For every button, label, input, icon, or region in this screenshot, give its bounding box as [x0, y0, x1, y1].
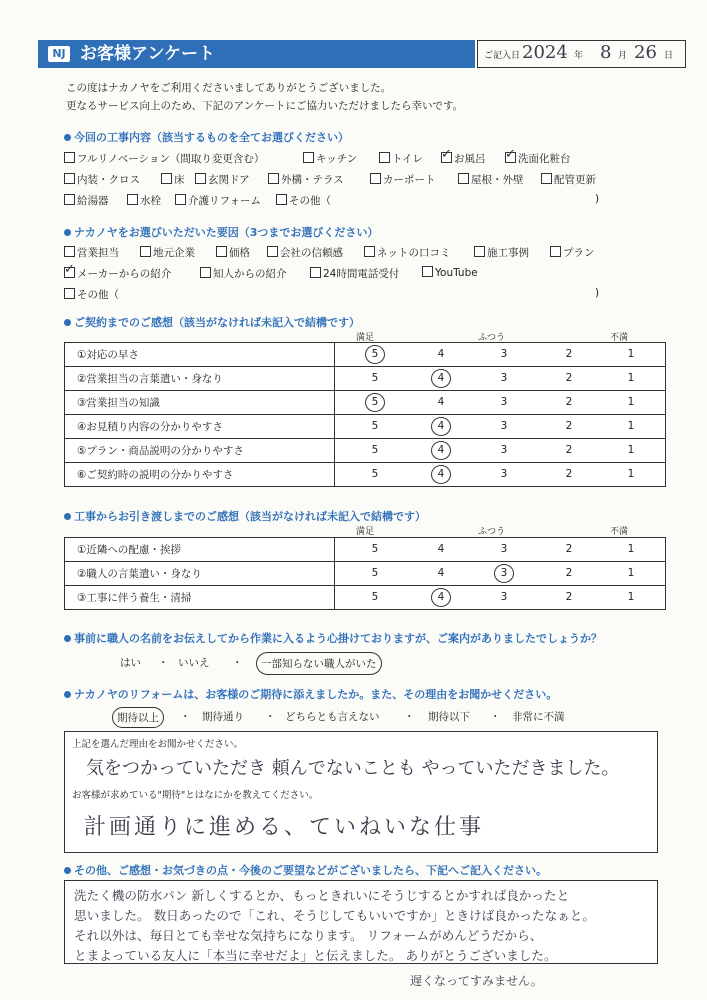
q3-row-values	[335, 343, 666, 367]
q3-row	[65, 391, 666, 415]
q4-rating-option[interactable]: 3	[500, 591, 508, 603]
q3-row	[65, 463, 666, 487]
q4-row	[65, 586, 666, 610]
q3-rating-option[interactable]: 5	[371, 444, 379, 456]
q3-rating-option[interactable]: 5	[371, 468, 379, 480]
q7-note: 遅くなってすみません。	[410, 974, 543, 988]
q6-sep-4: ・	[490, 711, 501, 723]
q3-title: ご契約までのご感想（該当がなければ未記入で結構です）	[64, 314, 360, 330]
q3-row-label: ②営業担当の言葉遣い・身なり	[65, 367, 335, 391]
q4-rating-option[interactable]: 5	[371, 543, 379, 555]
q4-rating-option[interactable]: 5	[371, 591, 379, 603]
q4-row-label: ①近隣への配慮・挨拶	[65, 538, 335, 562]
q1-opt-exterior[interactable]: 外構・テラス	[268, 172, 344, 187]
intro-line-1: この度はナカノヤをご利用くださいましてありがとうございました。	[66, 82, 392, 94]
q1-other-close: )	[595, 193, 600, 205]
q2-opt-cases[interactable]: 施工事例	[474, 245, 529, 260]
q3-scale-dissatisfied: 不満	[610, 333, 629, 343]
q3-row-values	[335, 463, 666, 487]
date-label: ご記入日	[484, 51, 521, 61]
q3-rating-option[interactable]: 1	[627, 444, 635, 456]
date-year: 2024	[522, 42, 568, 63]
q1-title: 今回の工事内容（該当するものを全てお選びください）	[64, 129, 349, 145]
q5-opt-partial[interactable]: 一部知らない職人がいた	[256, 652, 382, 675]
q3-rating-option[interactable]: 3	[500, 372, 508, 384]
q3-row	[65, 415, 666, 439]
q3-scale-neutral: ふつう	[478, 333, 506, 343]
q3-row-values	[335, 439, 666, 463]
q3-rating-option[interactable]: 3	[500, 348, 508, 360]
year-unit: 年	[574, 51, 584, 61]
q5-title: 事前に職人の名前をお伝えしてから作業に入るよう心掛けておりますが、ご案内がありましたでしょうか？	[64, 630, 602, 646]
q4-rating-option[interactable]: 1	[627, 543, 635, 555]
q4-rating-option[interactable]: 1	[627, 591, 635, 603]
q3-rating-option[interactable]: 4	[433, 420, 449, 432]
q2-opt-other[interactable]: その他（	[64, 287, 119, 302]
page-title: お客様アンケート	[80, 44, 215, 64]
q1-opt-toilet[interactable]: トイレ	[379, 151, 423, 166]
q3-rating-option[interactable]: 5	[367, 348, 383, 360]
q3-row	[65, 367, 666, 391]
intro-line-2: 更なるサービス向上のため、下記のアンケートにご協力いただけましたら幸いです。	[66, 100, 464, 112]
q2-opt-local[interactable]: 地元企業	[140, 245, 195, 260]
q6-sep-1: ・	[180, 711, 191, 723]
q6-expect-label: お客様が求めている"期待"とはなにかを教えてください。	[72, 790, 319, 801]
q2-opt-price[interactable]: 価格	[216, 245, 250, 260]
q3-row	[65, 343, 666, 367]
q1-opt-faucet[interactable]: 水栓	[127, 193, 161, 208]
q3-rating-option[interactable]: 1	[627, 420, 635, 432]
q4-row-values	[335, 538, 666, 562]
q3-rating-option[interactable]: 1	[627, 396, 635, 408]
q3-rating-option[interactable]: 4	[437, 348, 445, 360]
q4-scale-neutral: ふつう	[478, 527, 506, 537]
q6-reason-answer[interactable]: 気をつかっていただき 頼んでないことも やっていただきました。	[86, 758, 620, 779]
q4-row-values	[335, 562, 666, 586]
q2-opt-sales[interactable]: 営業担当	[64, 245, 119, 260]
q7-line-1[interactable]: 洗たく機の防水パン 新しくするとか、もっときれいにそうじするとかすれば良かったと	[74, 888, 570, 903]
q3-row-label: ⑤プラン・商品説明の分かりやすさ	[65, 439, 335, 463]
logo-icon: NJ	[48, 46, 70, 62]
date-day: 26	[634, 42, 657, 63]
q2-opt-trust[interactable]: 会社の信頼感	[267, 245, 343, 260]
q1-opt-interior[interactable]: 内装・クロス	[64, 172, 140, 187]
q4-rating-option[interactable]: 4	[433, 591, 449, 603]
q1-opt-piping[interactable]: 配管更新	[541, 172, 596, 187]
q3-row-label: ①対応の早さ	[65, 343, 335, 367]
q6-opt-very-bad[interactable]: 非常に不満	[512, 711, 565, 723]
q3-rating-option[interactable]: 5	[367, 396, 383, 408]
q3-rating-option[interactable]: 2	[565, 444, 573, 456]
q4-row-label: ②職人の言葉遣い・身なり	[65, 562, 335, 586]
q3-row-label: ③営業担当の知識	[65, 391, 335, 415]
q3-rating-option[interactable]: 4	[437, 396, 445, 408]
q3-row-values	[335, 367, 666, 391]
q4-rating-option[interactable]: 1	[627, 567, 635, 579]
q4-rating-option[interactable]: 4	[437, 543, 445, 555]
q4-rating-option[interactable]: 3	[496, 567, 512, 579]
q4-rating-option[interactable]: 2	[565, 567, 573, 579]
q4-title: 工事からお引き渡しまでのご感想（該当がなければ未記入で結構です）	[64, 508, 426, 524]
q3-rating-option[interactable]: 3	[500, 468, 508, 480]
q3-rating-option[interactable]: 5	[371, 420, 379, 432]
q6-expect-answer[interactable]: 計画通りに進める、ていねいな仕事	[84, 815, 485, 840]
q4-row	[65, 562, 666, 586]
q7-title: その他、ご感想・お気づきの点・今後のご要望などがございましたら、下記へご記入ください。	[64, 862, 547, 878]
q4-rating-option[interactable]: 2	[565, 591, 573, 603]
q1-opt-washstand[interactable]: ✓ 洗面化粧台	[505, 151, 571, 166]
q3-rating-option[interactable]: 4	[433, 468, 449, 480]
q4-scale-dissatisfied: 不満	[610, 527, 629, 537]
q1-opt-kitchen[interactable]: キッチン	[303, 151, 357, 166]
month-unit: 月	[618, 51, 628, 61]
q1-opt-water-heater[interactable]: 給湯器	[64, 193, 109, 208]
q6-sep-3: ・	[404, 711, 415, 723]
q3-scale-satisfied: 満足	[356, 333, 375, 343]
q6-opt-met[interactable]: 期待通り	[202, 711, 244, 723]
q3-rating-option[interactable]: 1	[627, 372, 635, 384]
q2-opt-acquaintance[interactable]: 知人からの紹介	[200, 266, 287, 281]
q3-row-values	[335, 415, 666, 439]
q3-rating-option[interactable]: 5	[371, 372, 379, 384]
q4-row-label: ③工事に伴う養生・清掃	[65, 586, 335, 610]
q7-line-4[interactable]: とまよっている友人に「本当に幸せだよ」と伝えました。 ありがとうございました。	[74, 948, 557, 963]
q3-rating-option[interactable]: 2	[565, 468, 573, 480]
q3-rating-option[interactable]: 2	[565, 396, 573, 408]
q1-opt-door[interactable]: 玄関ドア	[195, 172, 250, 187]
q1-opt-floor[interactable]: 床	[161, 172, 185, 187]
q1-opt-full-renovation[interactable]: フルリノベーション（間取り変更含む）	[64, 151, 264, 166]
q3-rating-option[interactable]: 4	[433, 444, 449, 456]
q6-opt-below[interactable]: 期待以下	[428, 711, 470, 723]
q4-rating-table	[64, 537, 666, 610]
q2-title: ナカノヤをお選びいただいた要因（3つまでお選びください）	[64, 224, 378, 240]
q3-rating-option[interactable]: 1	[627, 468, 635, 480]
q6-sep-2: ・	[265, 711, 276, 723]
q3-row-values	[335, 391, 666, 415]
q3-rating-table	[64, 342, 666, 487]
q5-opt-yes[interactable]: はい	[120, 657, 141, 669]
q4-rating-option[interactable]: 4	[437, 567, 445, 579]
q3-rating-option[interactable]: 1	[627, 348, 635, 360]
q4-rating-option[interactable]: 3	[500, 543, 508, 555]
q4-row-values	[335, 586, 666, 610]
q5-sep-1: ・	[158, 657, 169, 669]
q6-reason-label: 上記を選んだ理由をお聞かせください。	[72, 739, 244, 750]
q2-other-close: )	[595, 287, 600, 299]
q6-title: ナカノヤのリフォームは、お客様のご期待に添えましたか。また、その理由をお聞かせください。	[64, 686, 557, 702]
q1-opt-carport[interactable]: カーポート	[370, 172, 436, 187]
q6-opt-neutral[interactable]: どちらとも言えない	[285, 711, 380, 723]
q4-rating-option[interactable]: 2	[565, 543, 573, 555]
q1-opt-roof[interactable]: 屋根・外壁	[458, 172, 524, 187]
date-month: 8	[600, 42, 612, 63]
q1-opt-care[interactable]: 介護リフォーム	[175, 193, 261, 208]
q6-opt-above[interactable]: 期待以上	[112, 707, 164, 728]
q3-rating-option[interactable]: 4	[433, 372, 449, 384]
q3-row	[65, 439, 666, 463]
day-unit: 日	[664, 51, 674, 61]
q2-opt-reviews[interactable]: ネットの口コミ	[364, 245, 451, 260]
q3-rating-option[interactable]: 3	[500, 396, 508, 408]
q7-line-2[interactable]: 思いました。 数日あったので「これ、そうじしてもいいですか」ときけば良かったなぁと。	[74, 908, 595, 923]
q3-rating-option[interactable]: 2	[565, 372, 573, 384]
q5-sep-2: ・	[232, 657, 243, 669]
q2-opt-maker[interactable]: ✓メーカーからの紹介	[64, 266, 171, 281]
q2-opt-youtube[interactable]: YouTube	[422, 266, 478, 279]
q3-row-label: ⑥ご契約時の説明の分かりやすさ	[65, 463, 335, 487]
q1-opt-bath[interactable]: ✓ お風呂	[441, 151, 486, 166]
q2-opt-plan[interactable]: プラン	[550, 245, 595, 260]
q3-row-label: ④お見積り内容の分かりやすさ	[65, 415, 335, 439]
q4-rating-option[interactable]: 5	[371, 567, 379, 579]
q3-rating-option[interactable]: 3	[500, 444, 508, 456]
q3-rating-option[interactable]: 2	[565, 420, 573, 432]
q1-opt-other[interactable]: その他（	[276, 193, 331, 208]
q3-rating-option[interactable]: 2	[565, 348, 573, 360]
q5-opt-no[interactable]: いいえ	[178, 657, 210, 669]
q7-line-3[interactable]: それ以外は、毎日とても幸せな気持ちになります。 リフォームがめんどうだから、	[74, 928, 543, 943]
q4-row	[65, 538, 666, 562]
q2-opt-24h[interactable]: 24時間電話受付	[310, 266, 399, 281]
q3-rating-option[interactable]: 3	[500, 420, 508, 432]
q4-scale-satisfied: 満足	[356, 527, 375, 537]
